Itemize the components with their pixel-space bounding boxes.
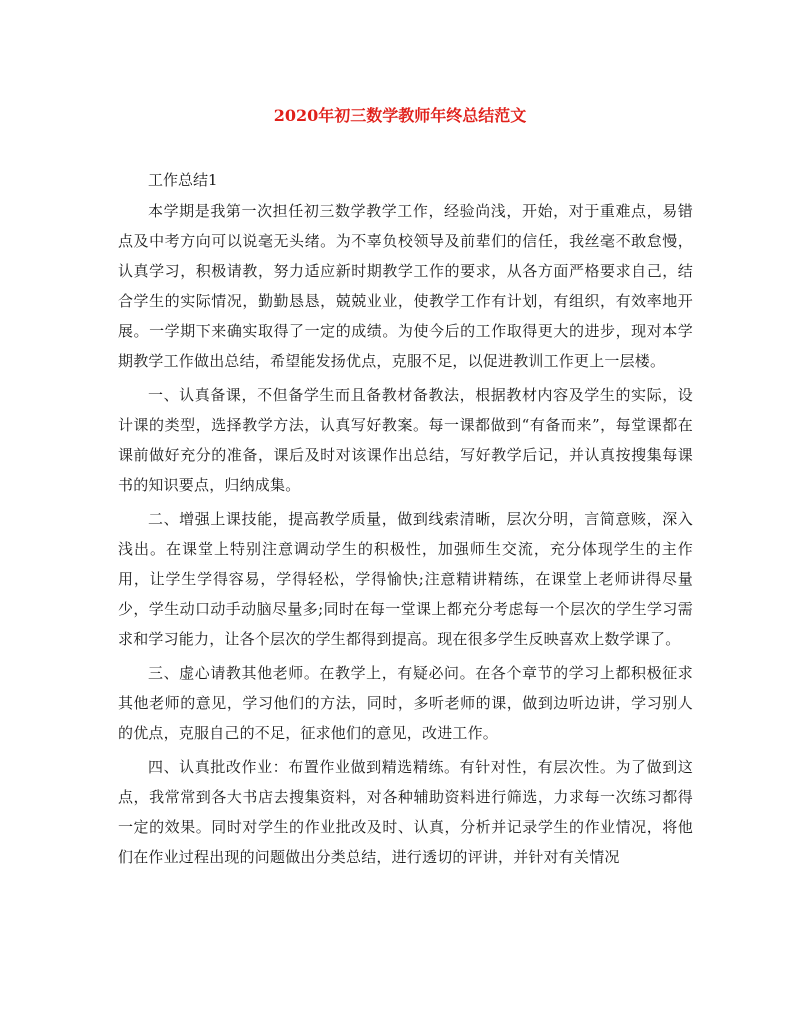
section-heading: 工作总结1 xyxy=(148,171,218,189)
document-title: 2020年初三数学教师年终总结范文 xyxy=(273,106,527,125)
document-body xyxy=(118,196,693,876)
paragraph-intro: 本学期是我第一次担任初三数学教学工作，经验尚浅，开始，对于重难点，易错点及中考方向可以说毫无头绪。为不辜负校领导及前辈们的信任，我丝毫不敢怠慢，认真学习，积极请教，努力适应新时期教学工作的要求，从各方面严格要求自己，结合学生的实际情况，勤勤恳恳，兢兢业业，使教学工作有计划，有组织，有效率地开展。一学期下来确实取得了一定的成绩。为使今后的工作取得更大的进步，现对本学期教学工作做出总结，希望能发扬优点，克服不足，以促进教训工作更上一层楼。 xyxy=(118,202,693,370)
paragraph-teaching-skills: 二、增强上课技能，提高教学质量，做到线索清晰，层次分明，言简意赅，深入浅出。在课堂上特别注意调动学生的积极性，加强师生交流，充分体现学生的主作用，让学生学得容易，学得轻松，学得愉快;注意精讲精练，在课堂上老师讲得尽量少，学生动口动手动脑尽量多;同时在每一堂课上都充分考虑每一个层次的学生学习需求和学习能力，让各个层次的学生都得到提高。现在很多学生反映喜欢上数学课了。 xyxy=(118,510,693,648)
paragraph-consult-teachers: 三、虚心请教其他老师。在教学上，有疑必问。在各个章节的学习上都积极征求其他老师的意见，学习他们的方法，同时，多听老师的课，做到边听边讲，学习别人的优点，克服自己的不足，征求他们的意见，改进工作。 xyxy=(118,664,693,742)
paragraph-lesson-prep: 一、认真备课，不但备学生而且备教材备教法，根据教材内容及学生的实际，设计课的类型，选择教学方法，认真写好教案。每一课都做到“有备而来”，每堂课都在课前做好充分的准备，课后及时对该课作出总结，写好教学后记，并认真按搜集每课书的知识要点，归纳成集。 xyxy=(118,386,693,494)
paragraph-homework: 四、认真批改作业：布置作业做到精选精练。有针对性，有层次性。为了做到这点，我常常到各大书店去搜集资料，对各种辅助资料进行筛选，力求每一次练习都得一定的效果。同时对学生的作业批改及时、认真，分析并记录学生的作业情况，将他们在作业过程出现的问题做出分类总结，进行透切的评讲，并针对有关情况 xyxy=(118,758,693,866)
